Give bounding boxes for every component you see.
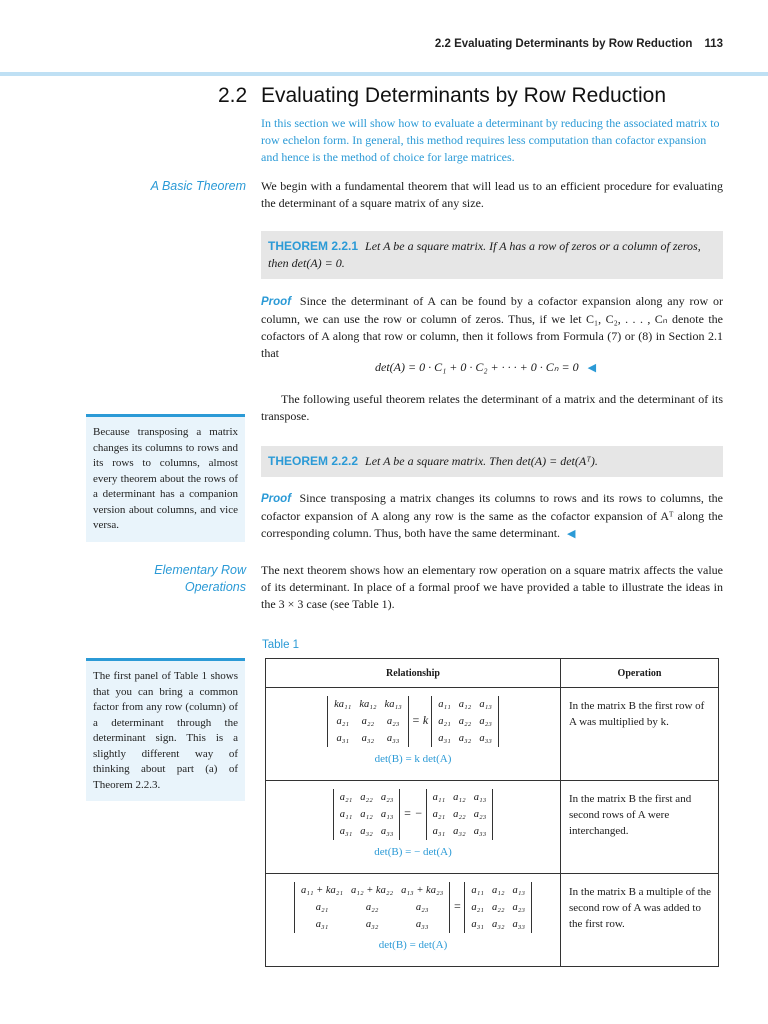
determinant-equation (270, 696, 556, 747)
operation-cell: In the matrix B a multiple of the second row of A was added to the first row. (561, 874, 719, 967)
matrix-entry: a₃₃ (473, 826, 487, 837)
left-determinant (333, 789, 401, 840)
matrix-entry: ka₁₂ (359, 699, 377, 710)
relationship-cell (266, 781, 561, 874)
relationship-cell (266, 874, 561, 967)
theorem-2-2-1-box (261, 231, 723, 279)
determinant-equation (270, 882, 556, 933)
matrix-entry: a₁₃ (473, 792, 487, 803)
theorem-2-2-1-label: THEOREM 2.2.1 (268, 239, 359, 253)
determinant-relation-caption: det(B) = k det(A) (374, 753, 452, 765)
equation-operator: = − (403, 806, 423, 821)
proof-2-text: Since transposing a matrix changes its columns to rows and its rows to columns, the cofactor expansion of A along any row is the same as the cofactor expansion of Aᵀ along the corresponding column. Thus, both have the same determinant. (261, 491, 724, 540)
matrix-entry: a₃₃ (479, 733, 492, 744)
table-row (266, 874, 719, 967)
table-header-relationship: Relationship (266, 659, 561, 688)
running-head (0, 38, 723, 50)
theorem-2-2-2-label: THEOREM 2.2.2 (268, 454, 359, 468)
matrix-entry: a₂₂ (365, 902, 379, 913)
matrix-entry: a₁₃ + ka₂₃ (401, 885, 444, 896)
matrix-entry: a₂₁ (432, 809, 446, 820)
matrix-entry: a₃₂ (491, 919, 505, 930)
page-number: 113 (704, 38, 723, 50)
left-determinant (294, 882, 450, 933)
left-determinant (327, 696, 409, 747)
paragraph-basic: We begin with a fundamental theorem that will lead us to an efficient procedure for evaluating the determinant of a square matrix of any size. (261, 179, 723, 210)
matrix-entry: a₃₂ (365, 919, 379, 930)
side-head-basic-theorem: A Basic Theorem (150, 179, 246, 193)
matrix-entry: a₂₁ (339, 792, 353, 803)
matrix-entry: a₂₁ (438, 716, 451, 727)
matrix-entry: a₁₂ (453, 792, 466, 803)
matrix-entry: a₂₂ (458, 716, 472, 727)
matrix-entry: a₃₁ (438, 733, 451, 744)
matrix-entry: a₂₁ (315, 902, 329, 913)
side-head-line-2: Operations (184, 580, 246, 594)
theorem-2-2-2-text: Let A be a square matrix. Then det(A) = det(Aᵀ). (365, 454, 598, 468)
matrix-entry: a₁₃ (479, 699, 492, 710)
proof-1 (261, 293, 723, 362)
section-title: Evaluating Determinants by Row Reduction (261, 84, 667, 107)
proof-1-label: Proof (261, 296, 292, 308)
section-number: 2.2 (218, 84, 248, 107)
matrix-entry: a₁₂ (491, 885, 505, 896)
right-determinant (464, 882, 532, 933)
matrix-entry: a₃₁ (339, 826, 353, 837)
matrix-entry: a₃₂ (360, 826, 373, 837)
table-row (266, 781, 719, 874)
proof-2-label: Proof (261, 493, 292, 505)
paragraph-useful: The following useful theorem relates the determinant of a matrix and the determinant of its transpose. (261, 392, 723, 423)
end-of-proof-icon: ◀ (567, 528, 576, 540)
matrix-entry: a₃₃ (386, 733, 400, 744)
proof-2 (261, 490, 723, 543)
matrix-entry: a₁₁ (471, 885, 484, 896)
section-intro: In this section we will show how to evaluate a determinant by reducing the associated matrix to row echelon form. In general, this method requires less computation than cofactor expansion and hence is the method of choice for large matrices. (261, 116, 720, 164)
table-row (266, 688, 719, 781)
running-head-title: 2.2 Evaluating Determinants by Row Reduction (434, 38, 693, 50)
side-head-elementary-row-operations (120, 562, 246, 596)
matrix-entry: a₃₁ (336, 733, 349, 744)
proof-1-equation: det(A) = 0 · C₁ + 0 · C₂ + · · · + 0 · Cₙ = 0 (375, 360, 579, 374)
matrix-entry: a₁₂ (458, 699, 472, 710)
margin-note-table: The first panel of Table 1 shows that you can bring a common factor from any row (column) of a determinant through the determinant sign. This is a slightly different way of thinking about part (a) of Theorem 2.2.3. (86, 658, 245, 801)
operation-cell: In the matrix B the first row of A was multiplied by k. (561, 688, 719, 781)
side-head-line-1: Elementary Row (154, 563, 246, 577)
matrix-entry: a₃₁ (432, 826, 446, 837)
matrix-entry: a₃₃ (380, 826, 394, 837)
matrix-entry: a₁₃ (380, 809, 394, 820)
matrix-entry: a₂₂ (360, 792, 373, 803)
equation-operator: = (453, 899, 462, 914)
matrix-entry: a₃₃ (415, 919, 429, 930)
top-rule (0, 72, 768, 76)
matrix-entry: a₂₃ (386, 716, 400, 727)
matrix-entry: a₂₂ (491, 902, 505, 913)
table-header-operation: Operation (561, 659, 719, 688)
end-of-proof-icon: ◀ (587, 362, 597, 374)
matrix-entry: a₁₁ (339, 809, 353, 820)
matrix-entry: a₁₂ + ka₂₂ (351, 885, 394, 896)
right-determinant (431, 696, 499, 747)
proof-1-text: Since the determinant of A can be found by a cofactor expansion along any row or column, we can use the row or column of zeros. Thus, if we let C₁, C₂, . . . , Cₙ denote the cofactors of A along that row or column, then it follows from Formula (7) or (8) in Section 2.1 that (261, 294, 724, 360)
matrix-entry: a₁₃ (512, 885, 526, 896)
matrix-entry: a₁₁ (438, 699, 451, 710)
matrix-entry: ka₁₃ (384, 699, 402, 710)
paragraph-next: The next theorem shows how an elementary row operation on a square matrix affects the value of its determinant. In place of a formal proof we have provided a table to illustrate the ideas in the 3 × 3 case (see Table 1). (261, 563, 723, 611)
matrix-entry: a₂₁ (336, 716, 349, 727)
proof-1-equation-row (375, 360, 596, 375)
matrix-entry: a₂₂ (453, 809, 466, 820)
matrix-entry: a₂₁ (471, 902, 484, 913)
theorem-2-2-2-box (261, 446, 723, 477)
equation-operator: = k (411, 713, 429, 728)
matrix-entry: a₂₃ (380, 792, 394, 803)
matrix-entry: a₁₁ + ka₂₁ (300, 885, 344, 896)
table-1 (265, 658, 719, 967)
matrix-entry: ka₁₁ (334, 699, 352, 710)
margin-note-transpose: Because transposing a matrix changes its columns to rows and its rows to columns, almost every theorem about the rows of a determinant has a companion version about columns, and vice versa. (86, 414, 245, 542)
relationship-cell (266, 688, 561, 781)
matrix-entry: a₂₃ (473, 809, 487, 820)
theorem-2-2-1-text: Let A be a square matrix. If A has a row of zeros or a column of zeros, then det(A) = 0. (268, 239, 701, 270)
matrix-entry: a₃₂ (361, 733, 375, 744)
determinant-relation-caption: det(B) = − det(A) (374, 846, 452, 858)
table-1-label: Table 1 (262, 639, 300, 651)
matrix-entry: a₃₁ (471, 919, 484, 930)
determinant-equation (270, 789, 556, 840)
matrix-entry: a₂₃ (479, 716, 492, 727)
right-determinant (426, 789, 494, 840)
matrix-entry: a₃₂ (458, 733, 472, 744)
matrix-entry: a₁₁ (432, 792, 446, 803)
determinant-relation-caption: det(B) = det(A) (378, 939, 448, 951)
matrix-entry: a₃₁ (315, 919, 329, 930)
operation-cell: In the matrix B the first and second rows of A were interchanged. (561, 781, 719, 874)
matrix-entry: a₃₂ (453, 826, 466, 837)
matrix-entry: a₁₂ (360, 809, 373, 820)
matrix-entry: a₂₂ (361, 716, 375, 727)
matrix-entry: a₂₃ (512, 902, 526, 913)
matrix-entry: a₃₃ (512, 919, 526, 930)
matrix-entry: a₂₃ (415, 902, 429, 913)
